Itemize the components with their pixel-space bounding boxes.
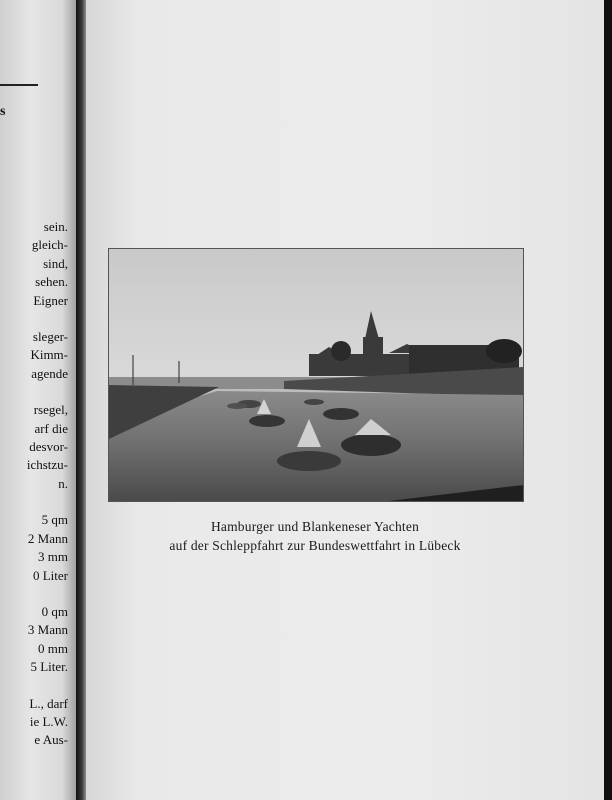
left-page-line: ichstzu-: [26, 457, 68, 473]
left-page-line: Kimm-: [30, 347, 68, 363]
left-page-line: 3 Mann: [27, 622, 68, 638]
left-page-line: rsegel,: [33, 402, 68, 418]
photograph-yachts-on-canal: [108, 248, 524, 502]
left-page-rule: [0, 84, 38, 86]
left-page-line: ie L.W.: [29, 713, 68, 729]
left-page-line: 3 mm: [38, 549, 68, 565]
left-page-line: agende: [31, 365, 68, 381]
left-page-line: L., darf: [29, 695, 68, 711]
left-page-line: 5 qm: [41, 512, 68, 528]
left-page-line: arf die: [34, 420, 68, 436]
left-page-heading-fragment: s: [0, 104, 6, 119]
figure-caption-line-1: Hamburger und Blankeneser Yachten: [210, 519, 420, 534]
left-page-line: Eigner: [33, 292, 68, 308]
left-page-line: 2 Mann: [27, 530, 68, 546]
left-page-line: e Aus-: [34, 732, 68, 748]
left-page-line: gleich-: [31, 237, 68, 253]
left-page-line: sind,: [43, 255, 68, 271]
left-page-line: 5 Liter.: [30, 659, 68, 675]
left-page-line: 0 qm: [41, 603, 68, 619]
left-page-line: n.: [58, 475, 68, 491]
left-page-line: 0 Liter: [32, 567, 68, 583]
left-page-line: desvor-: [29, 439, 68, 455]
left-page-text-column: [0, 218, 68, 750]
left-page-line: sehen.: [35, 274, 68, 290]
page-edge-shadow: [604, 0, 612, 800]
left-page-line: 0 mm: [38, 640, 68, 656]
left-page-line: sleger-: [32, 329, 68, 345]
figure-caption-line-2: auf der Schleppfahrt zur Bundeswettfahrt in Lübeck: [169, 538, 461, 553]
left-page-line: sein.: [43, 219, 68, 234]
previous-page-edge: [0, 0, 78, 800]
photo-illustration: [109, 249, 523, 501]
